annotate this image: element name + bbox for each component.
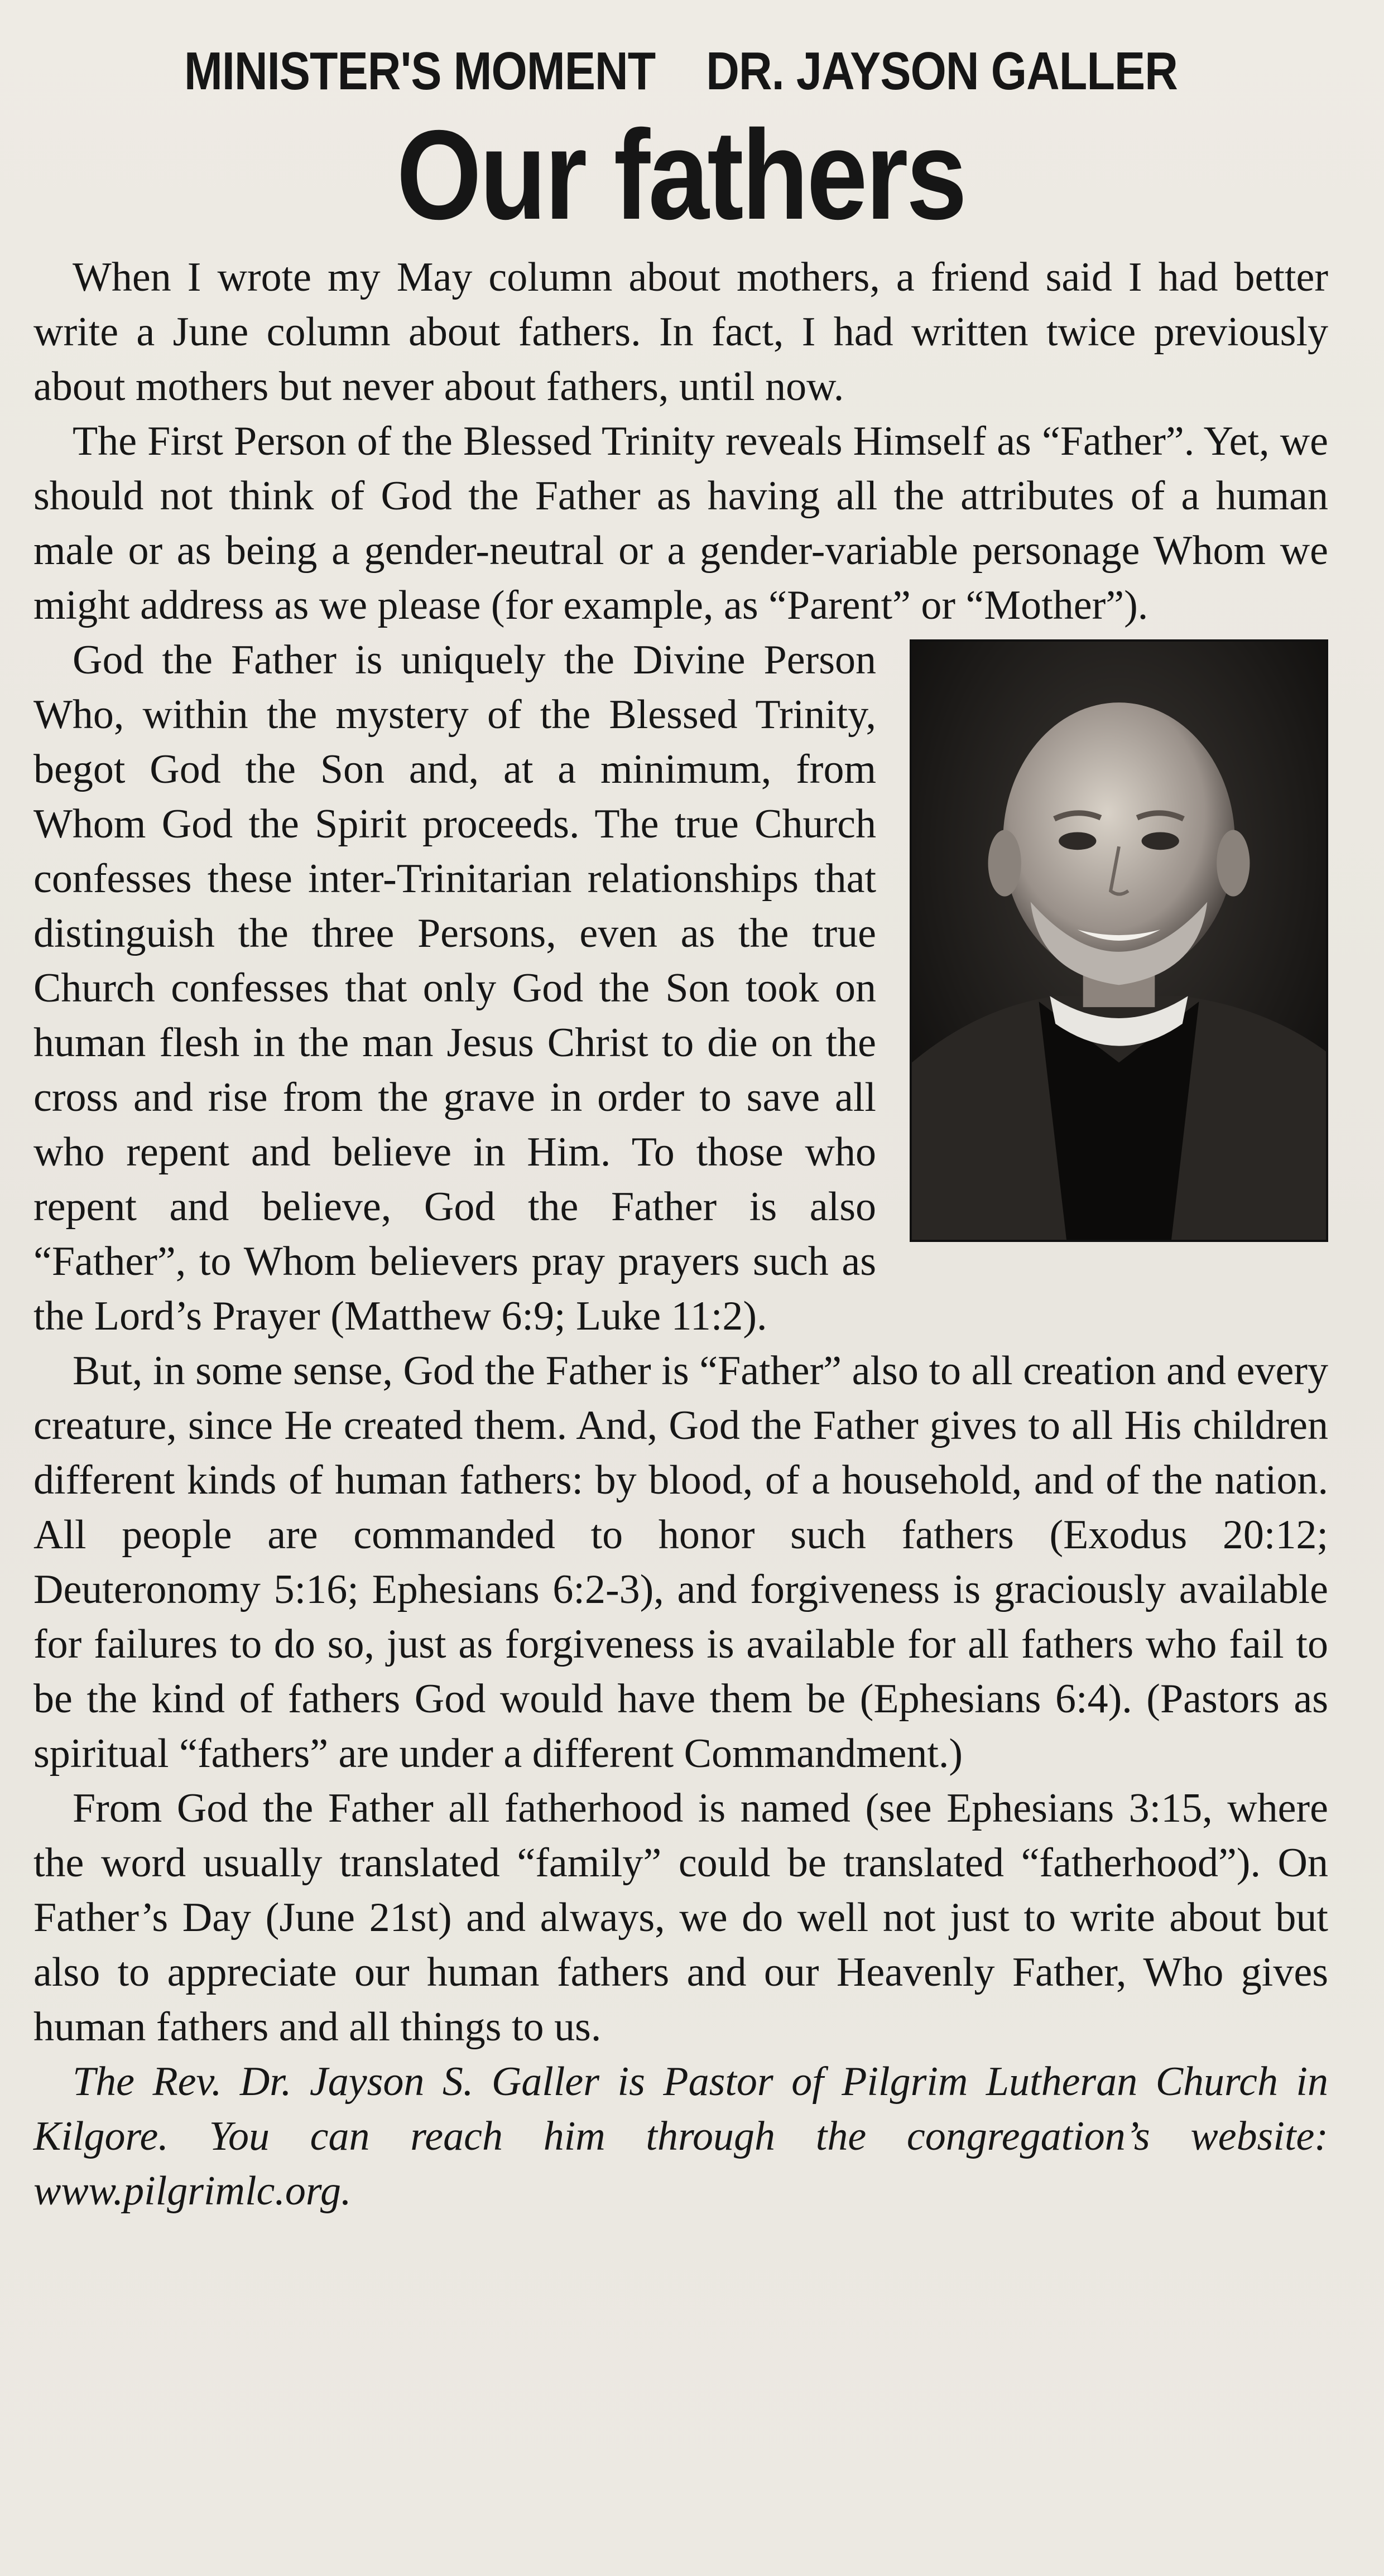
headline: Our fathers — [396, 104, 965, 246]
column-header — [124, 41, 1237, 101]
author-name: DR. JAYSON GALLER — [706, 41, 1178, 101]
article-body — [33, 250, 1328, 2218]
column-name: MINISTER'S MOMENT — [184, 41, 656, 101]
author-bio: The Rev. Dr. Jayson S. Galler is Pastor of Pilgrim Lutheran Church in Kilgore. You can reach him through the congregation’s website: www.pilgrimlc.org. — [33, 2059, 1328, 2214]
paragraph-5: From God the Father all fatherhood is named (see Ephesians 3:15, where the word usually translated “family” could be translated “fatherhood”). On Father’s Day (June 21st) and always, we do well not just to write about but also to appreciate our human fathers and our Heavenly Father, Who gives human fathers and all things to us. — [33, 1785, 1328, 2050]
paragraph-3: God the Father is uniquely the Divine Person Who, within the mystery of the Blessed Trinity, begot God the Son and, at a minimum, from Whom God the Spirit proceeds. The true Church confesses these inter-Trinitarian relationships that distinguish the three Persons, even as the true Church confesses that only God the Son took on human flesh in the man Jesus Christ to die on the cross and rise from the grave in order to save all who repent and believe in Him. To those who repent and believe, God the Father is also “Father”, to Whom believers pray prayers such as the Lord’s Prayer (Matthew 6:9; Luke 11:2). — [33, 637, 876, 1339]
article-column — [33, 41, 1328, 2218]
portrait-image — [912, 642, 1326, 1240]
paragraph-2: The First Person of the Blessed Trinity reveals Himself as “Father”. Yet, we should not think of God the Father as having all the attributes of a human male or as being a gender-neutral or a gender-variable personage Whom we might address as we please (for example, as “Parent” or “Mother”). — [33, 418, 1328, 628]
paragraph-1: When I wrote my May column about mothers, a friend said I had better write a June column about fathers. In fact, I had written twice previously about mothers but never about fathers, until now. — [33, 254, 1328, 410]
author-photo — [910, 639, 1328, 1242]
paragraph-4: But, in some sense, God the Father is “Father” also to all creation and every creature, since He created them. And, God the Father gives to all His children different kinds of human fathers: by blood, of a household, and of the nation. All people are commanded to honor such fathers (Exodus 20:12; Deuteronomy 5:16; Ephesians 6:2-3), and forgiveness is graciously available for failures to do so, just as forgiveness is available for all fathers who fail to be the kind of fathers God would have them be (Ephesians 6:4). (Pastors as spiritual “fathers” are under a different Commandment.) — [33, 1348, 1328, 1776]
